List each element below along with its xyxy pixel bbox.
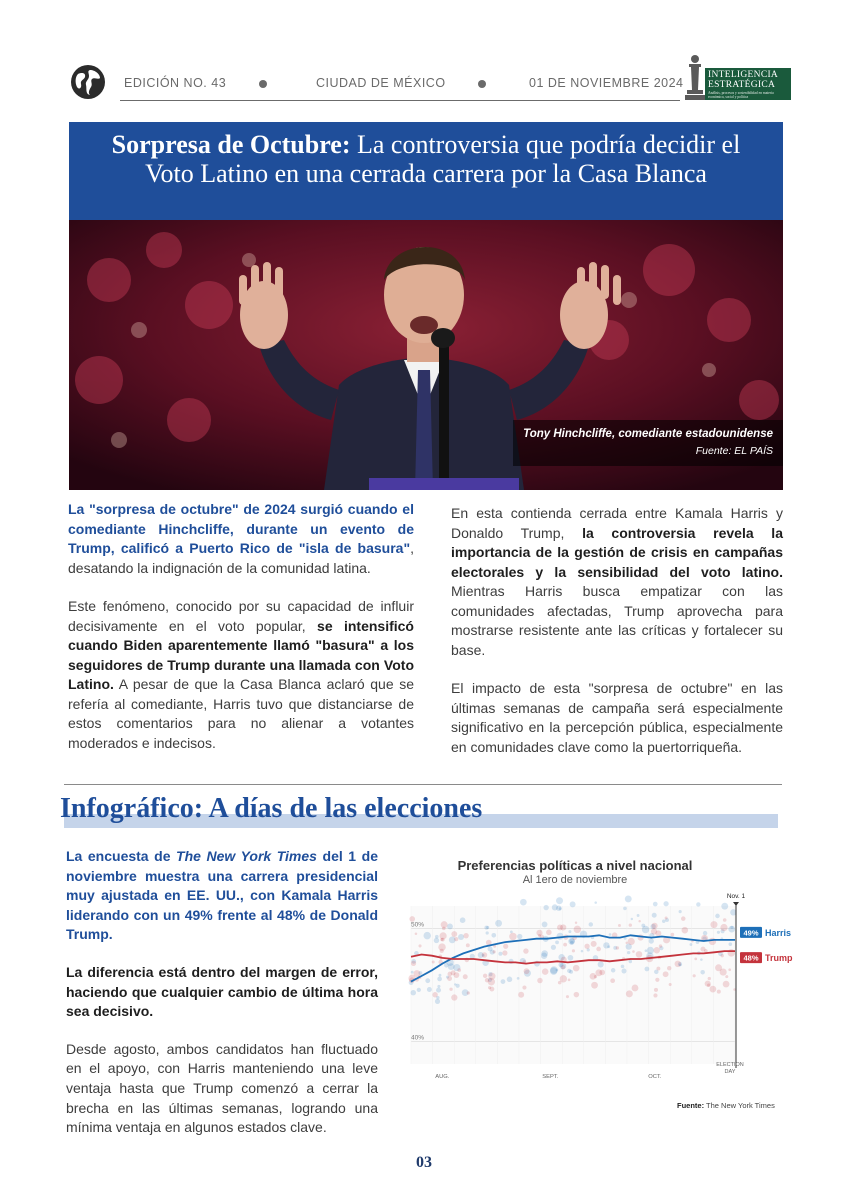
globe-icon	[70, 64, 106, 100]
poll-point	[507, 977, 513, 983]
poll-point	[653, 902, 658, 907]
poll-point	[483, 974, 487, 978]
article-column-left	[68, 500, 414, 772]
poll-point	[574, 992, 580, 998]
poll-point	[447, 976, 452, 981]
poll-point	[721, 903, 728, 910]
poll-point	[609, 933, 612, 936]
poll-point	[460, 917, 466, 923]
series-name-label: Trump	[765, 953, 793, 964]
x-tick-label: DAY	[724, 1069, 736, 1075]
poll-point	[721, 954, 724, 957]
poll-point	[555, 941, 559, 945]
x-tick-label: ELECTION	[716, 1062, 744, 1068]
poll-point	[520, 899, 527, 906]
poll-point	[503, 944, 508, 949]
poll-point	[675, 961, 681, 967]
x-tick-label: OCT.	[648, 1074, 662, 1080]
poll-point	[665, 916, 668, 919]
poll-point	[662, 919, 665, 922]
poll-point	[589, 922, 593, 926]
poll-point	[463, 933, 468, 938]
poll-point	[424, 932, 431, 939]
poll-point	[447, 923, 453, 929]
poll-point	[409, 916, 415, 922]
paragraph: Desde agosto, ambos candidatos han fluctuado en el apoyo, con Harris manteniendo una leve ventaja hasta que Trump comenzó a cerrar la brecha en las últimas semanas, logrando una mínima ventaja en algunos estados clave.	[66, 1040, 378, 1136]
poll-point	[694, 958, 697, 961]
poll-point	[509, 933, 517, 941]
poll-point	[629, 960, 632, 963]
poll-point	[627, 951, 630, 954]
poll-point	[517, 934, 522, 939]
article-photo	[69, 220, 783, 490]
poll-point	[517, 977, 520, 980]
poll-point	[581, 950, 584, 953]
issue-date: 01 DE NOVIEMBRE 2024	[529, 76, 684, 90]
poll-point	[618, 924, 621, 927]
series-value-label: 48%	[743, 953, 759, 963]
poll-point	[610, 978, 615, 983]
poll-point	[667, 966, 671, 970]
poll-point	[629, 923, 632, 926]
poll-point	[693, 974, 696, 977]
infographic-text	[66, 847, 378, 1156]
poll-point	[598, 961, 604, 967]
poll-point	[542, 922, 548, 928]
poll-point	[441, 921, 448, 928]
poll-point	[411, 971, 414, 974]
poll-point	[720, 924, 727, 931]
separator-dot	[478, 80, 486, 88]
poll-point	[427, 987, 432, 992]
poll-point	[439, 932, 446, 939]
poll-point	[574, 926, 581, 933]
poll-point	[493, 950, 496, 953]
poll-point	[437, 977, 442, 982]
poll-point	[653, 993, 657, 997]
poll-point	[454, 937, 458, 941]
paragraph: Este fenómeno, conocido por su capacidad de influir decisivamente en el voto popular, se intensificó cuando Biden aparentemente llamó "basura" a los seguidores de Trump durante una llamada con Voto Latino. A pesar de que la Casa Blanca aclaró que se refería al comediante, Harris tuvo que distanciarse de estos comentarios para no alienar a votantes moderados e indecisos.	[68, 598, 414, 751]
poll-point	[456, 984, 460, 988]
poll-point	[486, 931, 489, 934]
separator-dot	[259, 80, 267, 88]
poll-point	[524, 968, 530, 974]
poll-point	[708, 977, 711, 980]
poll-point	[700, 947, 705, 952]
poll-point	[458, 934, 464, 940]
poll-point	[621, 965, 625, 969]
poll-point	[715, 914, 720, 919]
poll-point	[551, 945, 556, 950]
poll-point	[563, 943, 567, 947]
poll-point	[435, 935, 439, 939]
poll-point	[632, 950, 635, 953]
poll-point	[591, 941, 597, 947]
poll-point	[451, 931, 457, 937]
poll-point	[654, 988, 658, 992]
poll-point	[663, 901, 668, 906]
y-tick-label: 50%	[411, 921, 425, 929]
poll-point	[720, 969, 727, 976]
series-value-label: 49%	[743, 928, 759, 938]
poll-point	[652, 913, 657, 918]
poll-point	[681, 916, 685, 920]
city: CIUDAD DE MÉXICO	[316, 76, 446, 90]
poll-point	[733, 988, 736, 991]
poll-point	[671, 933, 675, 937]
series-name-label: Harris	[765, 927, 792, 938]
poll-point	[723, 918, 727, 922]
poll-point	[418, 944, 421, 947]
poll-point	[710, 921, 717, 928]
poll-point	[628, 938, 635, 945]
poll-point	[663, 971, 669, 977]
poll-point	[649, 938, 654, 943]
poll-point	[730, 926, 733, 929]
poll-point	[550, 967, 557, 974]
poll-chart	[405, 888, 805, 1088]
logo-text-line1: INTELIGENCIA	[708, 70, 779, 80]
article-title	[69, 122, 783, 188]
poll-point	[631, 918, 633, 920]
title-lead: Sorpresa de Octubre:	[111, 130, 351, 159]
poll-point	[594, 975, 597, 978]
poll-point	[484, 926, 488, 930]
poll-point	[467, 991, 470, 994]
poll-point	[485, 978, 489, 982]
poll-point	[638, 920, 640, 922]
poll-point	[451, 994, 457, 1000]
poll-point	[636, 951, 643, 958]
chess-piece-icon	[684, 54, 706, 102]
photo-source: Fuente: EL PAÍS	[695, 445, 773, 457]
poll-point	[696, 902, 700, 906]
nov1-marker-arrow	[733, 902, 739, 906]
poll-point	[411, 990, 416, 995]
poll-point	[717, 990, 721, 994]
poll-point	[561, 965, 565, 969]
photo-caption-text: Tony Hinchcliffe, comediante estadounidense	[523, 428, 773, 440]
poll-point	[557, 925, 563, 931]
poll-point	[656, 967, 660, 971]
poll-point	[725, 975, 728, 978]
poll-point	[546, 930, 552, 936]
poll-point	[559, 907, 562, 910]
poll-point	[448, 972, 453, 977]
logo-text-line2: ESTRATÉGICA	[708, 80, 776, 90]
page-number: 03	[416, 1154, 432, 1171]
poll-point	[417, 988, 421, 992]
poll-point	[645, 949, 648, 952]
poll-point	[607, 945, 610, 948]
poll-point	[669, 983, 672, 986]
poll-point	[541, 950, 548, 957]
poll-point	[432, 992, 437, 997]
poll-point	[647, 947, 654, 954]
poll-point	[655, 978, 659, 982]
poll-point	[573, 965, 580, 972]
poll-point	[623, 907, 627, 911]
logo-tagline: Análisis, procesos y sostenibilidad en materia económica, social y política	[708, 91, 774, 99]
poll-point	[710, 986, 717, 993]
poll-point	[717, 931, 720, 934]
poll-point	[596, 947, 601, 952]
poll-point	[594, 901, 597, 904]
poll-point	[495, 920, 502, 927]
poll-point	[595, 969, 602, 976]
poll-point	[566, 995, 569, 998]
header-rule	[120, 100, 680, 101]
poll-point	[463, 974, 468, 979]
poll-point	[611, 968, 615, 972]
infographic-heading: Infográfico: A días de las elecciones	[60, 793, 483, 824]
poll-point	[482, 952, 488, 958]
poll-point	[439, 974, 442, 977]
poll-point	[626, 990, 633, 997]
poll-point	[437, 985, 440, 988]
poll-point	[501, 979, 506, 984]
x-tick-label: SEPT.	[542, 1074, 559, 1080]
section-divider	[64, 784, 782, 785]
poll-point	[438, 943, 445, 950]
poll-point	[457, 968, 461, 972]
brand-logo	[684, 54, 794, 104]
y-tick-label: 40%	[411, 1034, 425, 1042]
poll-point	[434, 938, 439, 943]
poll-point	[413, 970, 420, 977]
poll-point	[575, 922, 577, 924]
poll-point	[642, 926, 649, 933]
poll-point	[558, 981, 562, 985]
poll-point	[616, 946, 619, 949]
poll-point	[415, 932, 418, 935]
poll-point	[568, 979, 571, 982]
title-rest: La controversia que podría decidir el Voto Latino en una cerrada carrera por la Casa Blanca	[145, 130, 741, 188]
poll-point	[411, 961, 416, 966]
poll-point	[729, 942, 733, 946]
poll-point	[543, 905, 548, 910]
poll-point	[537, 978, 542, 983]
poll-point	[682, 927, 689, 934]
poll-point	[552, 904, 558, 910]
poll-point	[568, 955, 574, 961]
poll-point	[703, 931, 707, 935]
article-column-right	[451, 504, 783, 776]
poll-point	[584, 944, 589, 949]
poll-point	[659, 944, 662, 947]
paragraph: En esta contienda cerrada entre Kamala Harris y Donaldo Trump, la controversia revela la importancia de la gestión de crisis en campañas electorales y la sensibilidad del voto latino. Mientras Harris busca empatizar con las comunidades afectadas, Trump aprovecha para mostrarse resistente ante las críticas y fortalecer su base.	[451, 505, 783, 658]
poll-point	[502, 950, 507, 955]
poll-point	[518, 992, 524, 998]
poll-point	[454, 972, 460, 978]
poll-point	[689, 943, 692, 946]
poll-point	[567, 969, 571, 973]
x-tick-label: AUG.	[435, 1074, 450, 1080]
poll-point	[523, 948, 528, 953]
nov1-marker-label: Nov. 1	[726, 893, 746, 900]
poll-point	[625, 895, 632, 902]
poll-point	[489, 987, 494, 992]
poll-point	[435, 999, 440, 1004]
poll-point	[491, 933, 496, 938]
poll-point	[591, 982, 598, 989]
poll-point	[432, 961, 435, 964]
poll-point	[705, 981, 711, 987]
poll-point	[570, 901, 576, 907]
poll-point	[700, 970, 705, 975]
poll-point	[645, 967, 650, 972]
photo-caption	[513, 420, 783, 466]
poll-point	[542, 968, 549, 975]
poll-point	[637, 914, 640, 917]
poll-point	[488, 973, 495, 980]
poll-point	[436, 988, 441, 993]
poll-point	[622, 969, 627, 974]
poll-point	[522, 986, 526, 990]
paragraph: La diferencia está dentro del margen de error, haciendo que cualquier cambio de última hora sea decisivo.	[66, 963, 378, 1020]
poll-point	[632, 985, 639, 992]
chart-subtitle: Al 1ero de noviembre	[522, 874, 628, 886]
poll-point	[700, 958, 703, 961]
poll-point	[655, 930, 661, 936]
poll-point	[498, 952, 502, 956]
poll-point	[723, 981, 730, 988]
poll-point	[449, 988, 452, 991]
poll-point	[556, 897, 563, 904]
poll-point	[625, 942, 627, 944]
poll-point	[652, 923, 658, 929]
poll-point	[709, 938, 716, 945]
edition-number: EDICIÓN NO. 43	[124, 76, 227, 90]
paragraph: El impacto de esta "sorpresa de octubre" en las últimas semanas de campaña será especialmente significativo en la percepción pública, especialmente en comunidades clave como la puertorriqueña.	[451, 680, 783, 755]
poll-point	[728, 968, 731, 971]
paragraph: La encuesta de The New York Times del 1 de noviembre muestra una carrera presidencial muy ajustada en EE. UU., con Kamala Harris liderando con un 49% frente al 48% de Donald Trump.	[66, 848, 378, 943]
poll-point	[572, 949, 575, 952]
chart-title: Preferencias políticas a nivel nacional	[457, 858, 693, 873]
poll-point	[425, 978, 430, 983]
poll-point	[654, 947, 660, 953]
poll-point	[466, 943, 470, 947]
article-title-banner	[69, 122, 783, 220]
paragraph: La "sorpresa de octubre" de 2024 surgió cuando el comediante Hinchcliffe, durante un evento de Trump, calificó a Puerto Rico de "isla de basura", desatando la indignación de la comunidad latina.	[68, 501, 414, 576]
chart-source: Fuente: The New York Times	[677, 1101, 775, 1110]
poll-point	[568, 930, 571, 933]
poll-point	[679, 910, 682, 913]
